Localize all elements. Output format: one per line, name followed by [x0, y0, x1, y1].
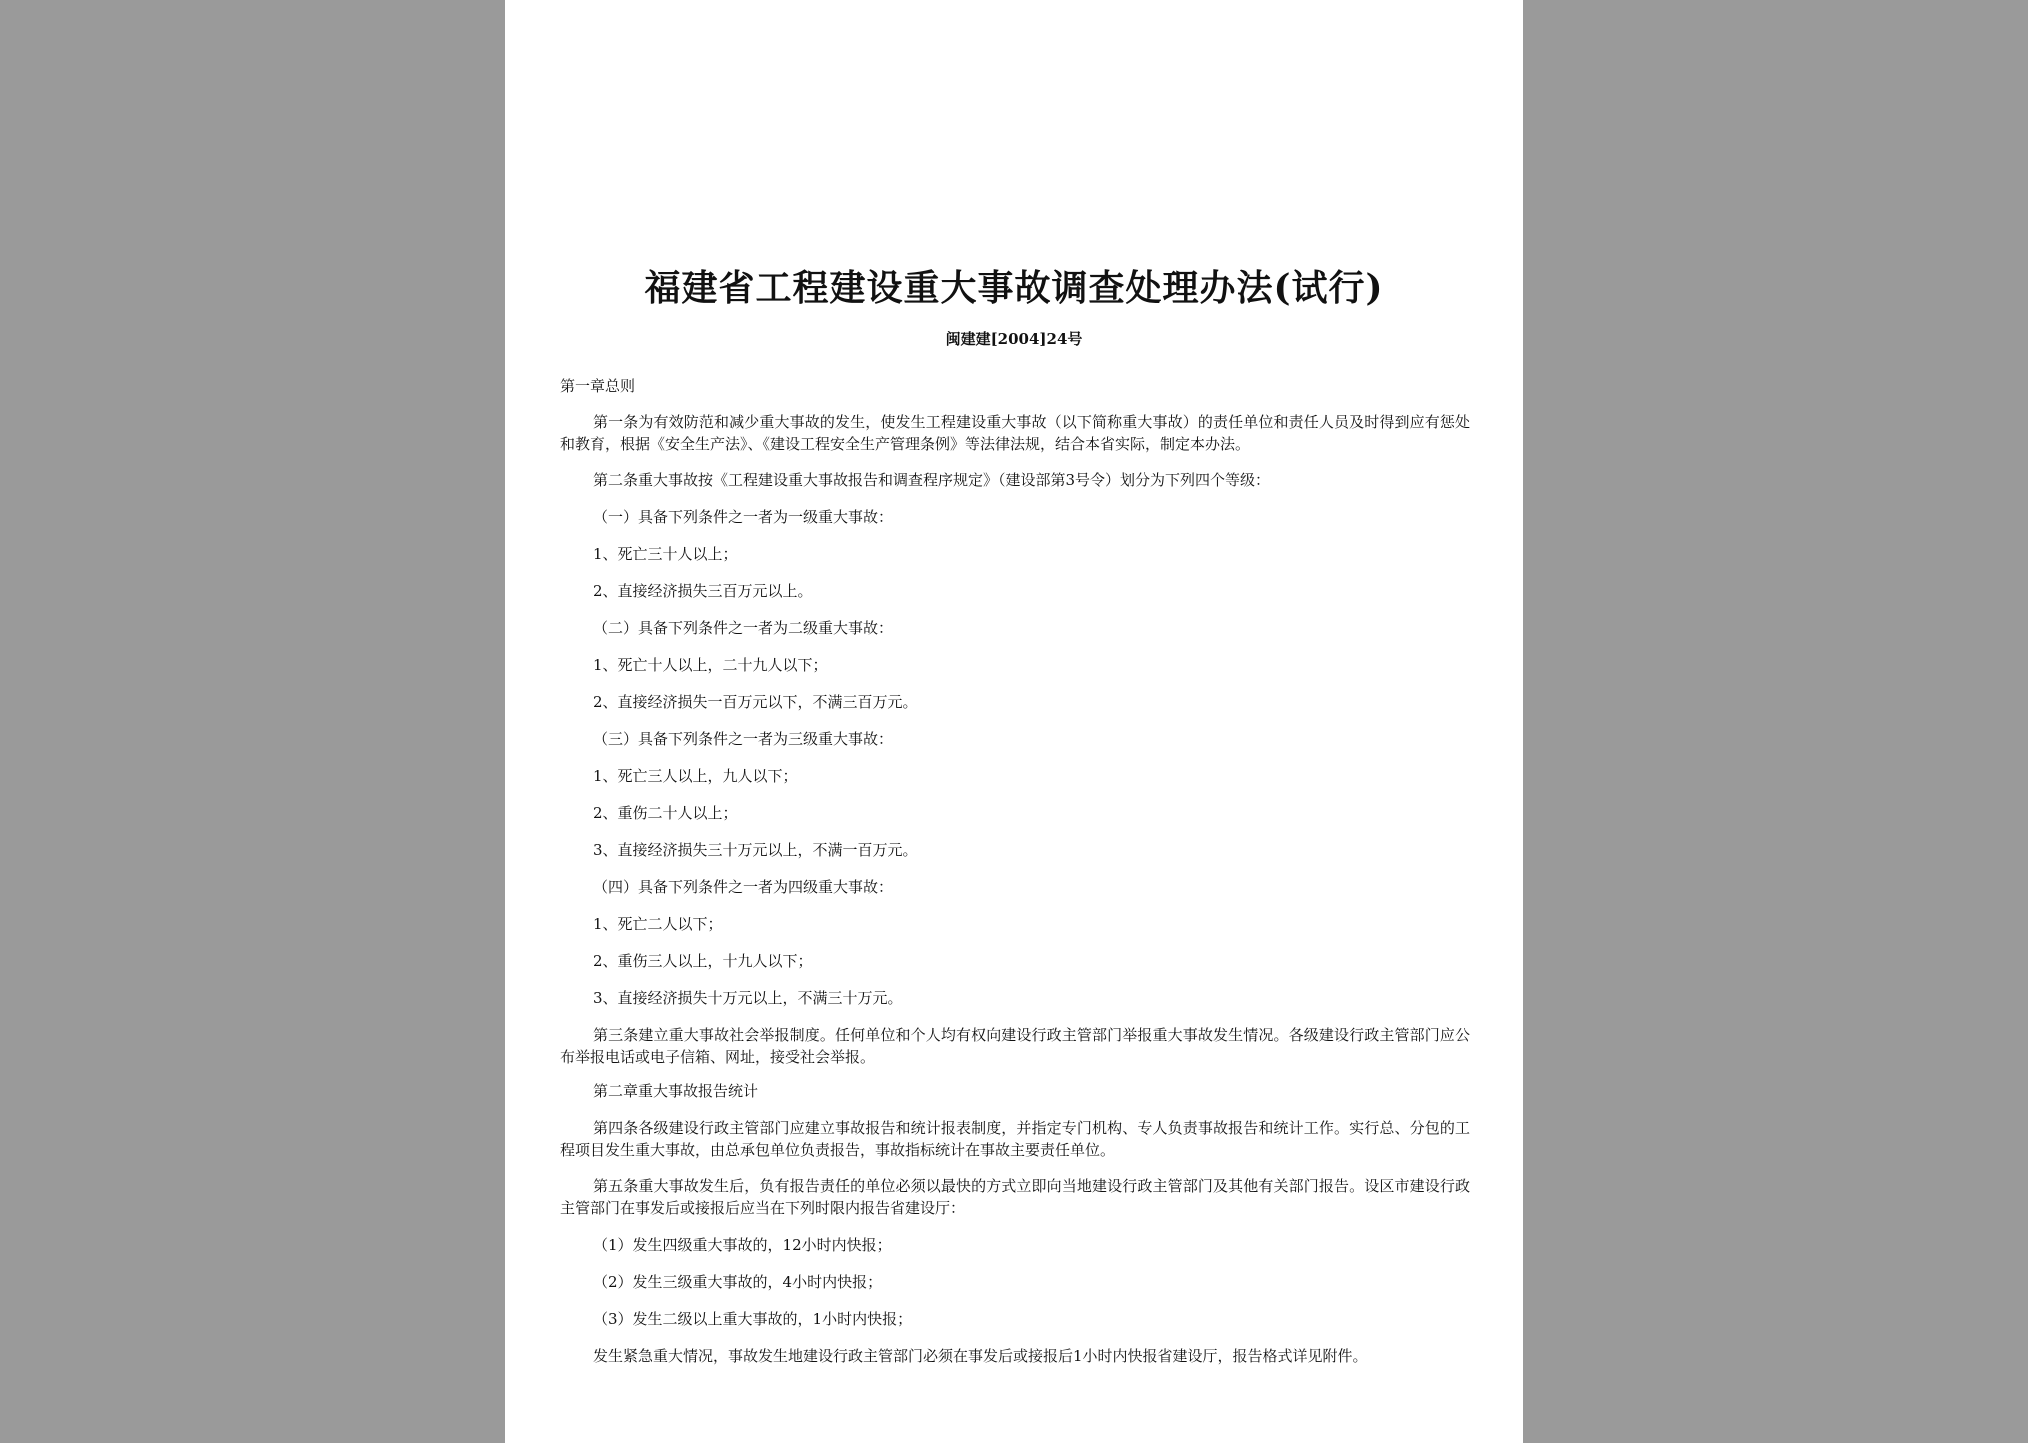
list-item: （三）具备下列条件之一者为三级重大事故：: [593, 730, 894, 748]
list-item: 2、直接经济损失一百万元以下，不满三百万元。: [593, 693, 918, 711]
article-paragraph: 第一条为有效防范和减少重大事故的发生，使发生工程建设重大事故（以下简称重大事故）的责任单位和责任人员及时得到应有惩处和教育，根据《安全生产法》、《建设工程安全生产管理条例》等法律法规，结合本省实际，制定本办法。: [560, 413, 1470, 453]
list-item: 2、重伤三人以上，十九人以下；: [593, 952, 813, 970]
list-item: 1、死亡三十人以上；: [593, 545, 738, 563]
list-item: （四）具备下列条件之一者为四级重大事故：: [593, 878, 894, 896]
list-item: （1）发生四级重大事故的，12小时内快报；: [593, 1236, 892, 1254]
list-item: 1、死亡二人以下；: [593, 915, 723, 933]
document-number: 闽建建[2004]24号: [945, 330, 1083, 348]
article-paragraph: 第二条重大事故按《工程建设重大事故报告和调查程序规定》（建设部第3号令）划分为下列四个等级：: [593, 471, 1271, 489]
list-item: 2、直接经济损失三百万元以上。: [593, 582, 813, 600]
list-item: 2、重伤二十人以上；: [593, 804, 738, 822]
list-item: （二）具备下列条件之一者为二级重大事故：: [593, 619, 894, 637]
article-paragraph: 发生紧急重大情况，事故发生地建设行政主管部门必须在事发后或接报后1小时内快报省建设厅，报告格式详见附件。: [593, 1347, 1368, 1365]
chapter-heading: 第二章重大事故报告统计: [593, 1082, 759, 1100]
article-paragraph: 第三条建立重大事故社会举报制度。任何单位和个人均有权向建设行政主管部门举报重大事故发生情况。各级建设行政主管部门应公布举报电话或电子信箱、网址，接受社会举报。: [560, 1026, 1470, 1066]
list-item: 3、直接经济损失十万元以上，不满三十万元。: [593, 989, 903, 1007]
list-item: （一）具备下列条件之一者为一级重大事故：: [593, 508, 894, 526]
list-item: 3、直接经济损失三十万元以上，不满一百万元。: [593, 841, 918, 859]
article-paragraph: 第四条各级建设行政主管部门应建立事故报告和统计报表制度，并指定专门机构、专人负责事故报告和统计工作。实行总、分包的工程项目发生重大事故，由总承包单位负责报告，事故指标统计在事故主要责任单位。: [560, 1119, 1470, 1159]
list-item: （2）发生三级重大事故的，4小时内快报；: [593, 1273, 883, 1291]
list-item: 1、死亡三人以上，九人以下；: [593, 767, 798, 785]
list-item: （3）发生二级以上重大事故的，1小时内快报；: [593, 1310, 913, 1328]
chapter-heading: 第一章总则: [560, 377, 636, 395]
list-item: 1、死亡十人以上，二十九人以下；: [593, 656, 828, 674]
document-title: 福建省工程建设重大事故调查处理办法(试行): [644, 267, 1384, 309]
article-paragraph: 第五条重大事故发生后，负有报告责任的单位必须以最快的方式立即向当地建设行政主管部门及其他有关部门报告。设区市建设行政主管部门在事发后或接报后应当在下列时限内报告省建设厅：: [560, 1177, 1470, 1217]
document-page: [505, 0, 1523, 1443]
